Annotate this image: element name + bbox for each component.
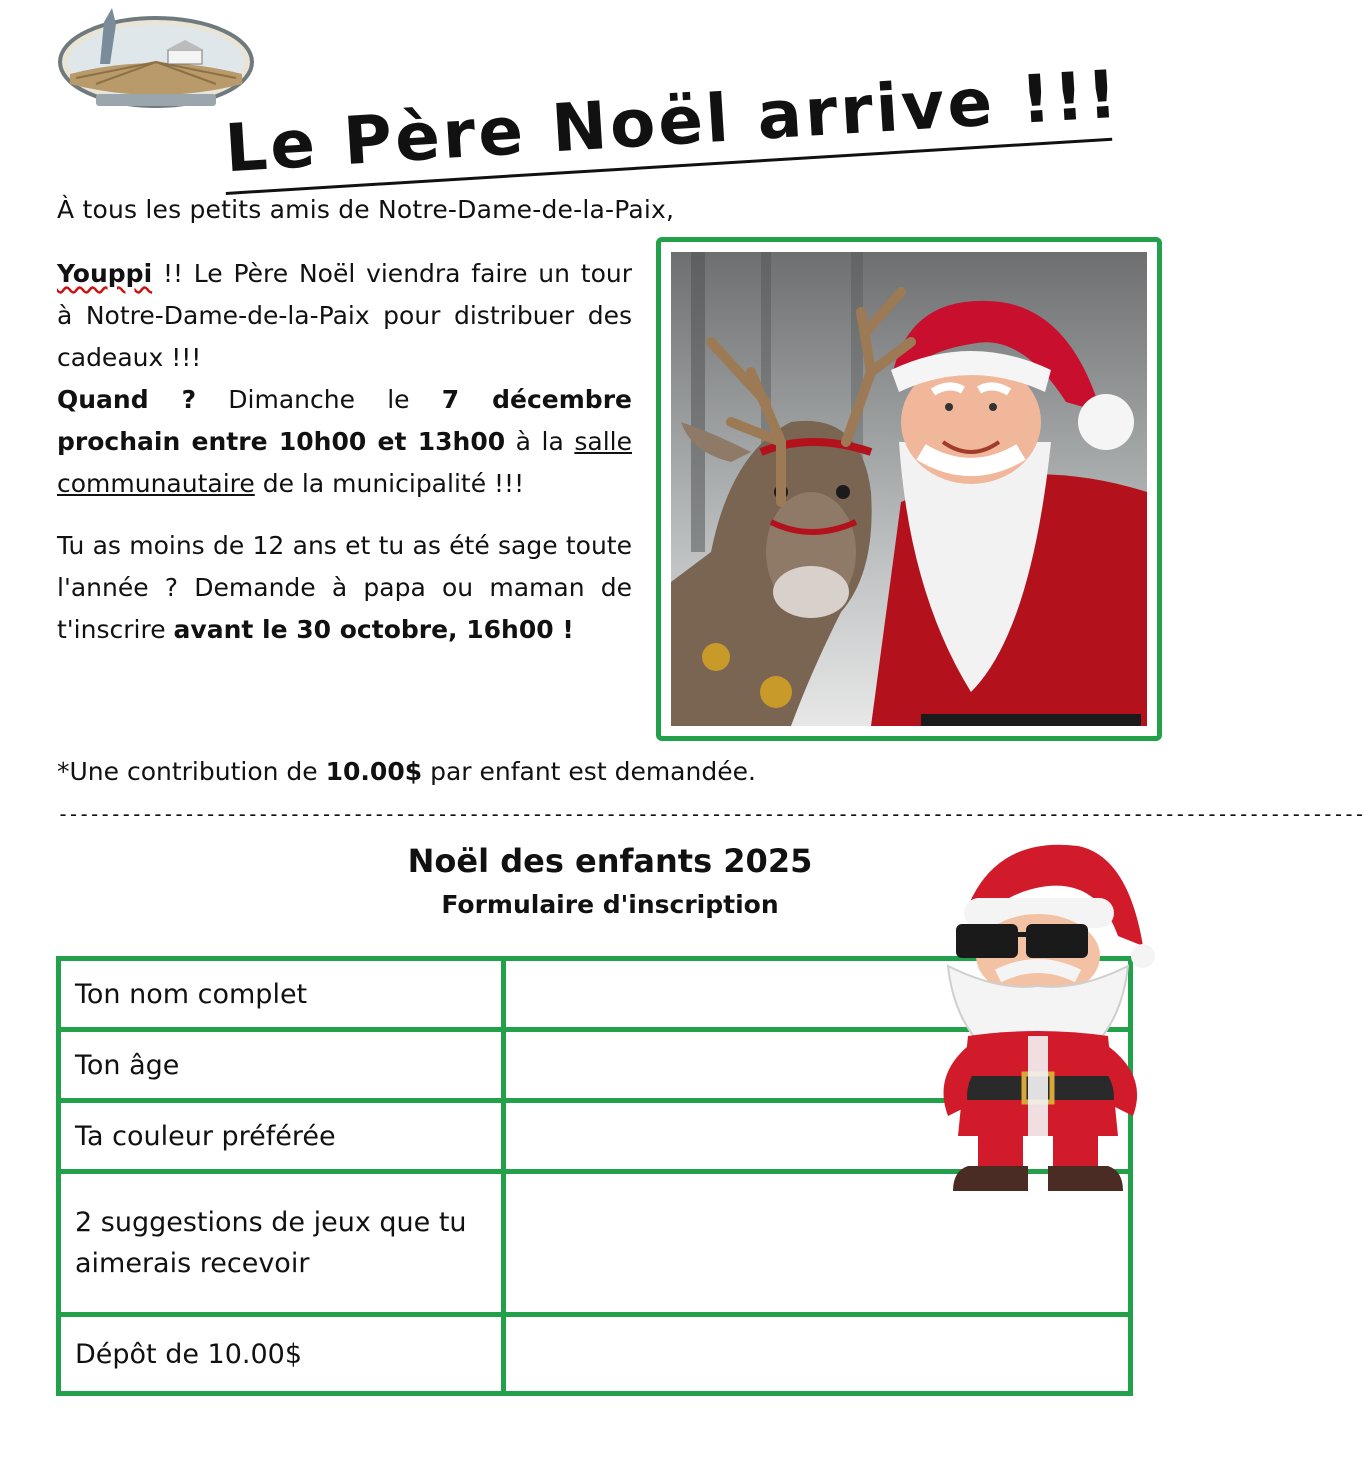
santa-reindeer-photo: [671, 252, 1147, 726]
page-title-text: Le Père Noël arrive !!!: [222, 55, 1123, 188]
announcement-text: !! Le Père Noël viendra faire un tour à Notre-Dame-de-la-Paix pour distribuer des cadeaux !!!: [57, 259, 632, 372]
santa-reindeer-photo-frame: [656, 237, 1162, 741]
contribution-note: [57, 757, 756, 786]
form-label-name: Ton nom complet: [59, 959, 504, 1030]
municipality-text: de la municipalité !!!: [254, 469, 525, 498]
form-row-deposit: [59, 1315, 1131, 1394]
cut-line: ----------------------------------------------------------------------------------------------------------------------------: [57, 802, 1364, 826]
greeting: À tous les petits amis de Notre-Dame-de-la-Paix,: [57, 195, 675, 224]
contribution-prefix: *Une contribution de: [57, 757, 326, 786]
cartoon-santa-icon: [928, 836, 1160, 1196]
at-the-text: à la: [505, 427, 575, 456]
venue-text: salle communautaire: [57, 427, 632, 498]
registration-deadline: avant le 30 octobre, 16h00 !: [173, 615, 574, 644]
form-subtitle: Formulaire d'inscription: [441, 890, 779, 919]
eligibility-text: Tu as moins de 12 ans et tu as été sage toute l'année ? Demande à papa ou maman de t'inscrire: [57, 531, 632, 644]
sunday-text: Dimanche le: [196, 385, 442, 414]
when-label: Quand ?: [57, 385, 197, 414]
contribution-suffix: par enfant est demandée.: [422, 757, 756, 786]
form-label-games: 2 suggestions de jeux que tu aimerais recevoir: [59, 1172, 504, 1315]
youppi-text: Youppi: [57, 259, 153, 288]
form-field-deposit[interactable]: [504, 1315, 1131, 1394]
form-label-color: Ta couleur préférée: [59, 1101, 504, 1172]
eligibility-paragraph: [57, 525, 632, 651]
form-title: Noël des enfants 2025: [407, 842, 813, 880]
announcement-paragraph: [57, 253, 632, 505]
contribution-amount: 10.00$: [325, 757, 423, 786]
form-label-age: Ton âge: [59, 1030, 504, 1101]
page-title: [218, 52, 1128, 188]
form-label-deposit: Dépôt de 10.00$: [59, 1315, 504, 1394]
event-date-time: 7 décembre prochain entre 10h00 et 13h00: [57, 385, 632, 456]
